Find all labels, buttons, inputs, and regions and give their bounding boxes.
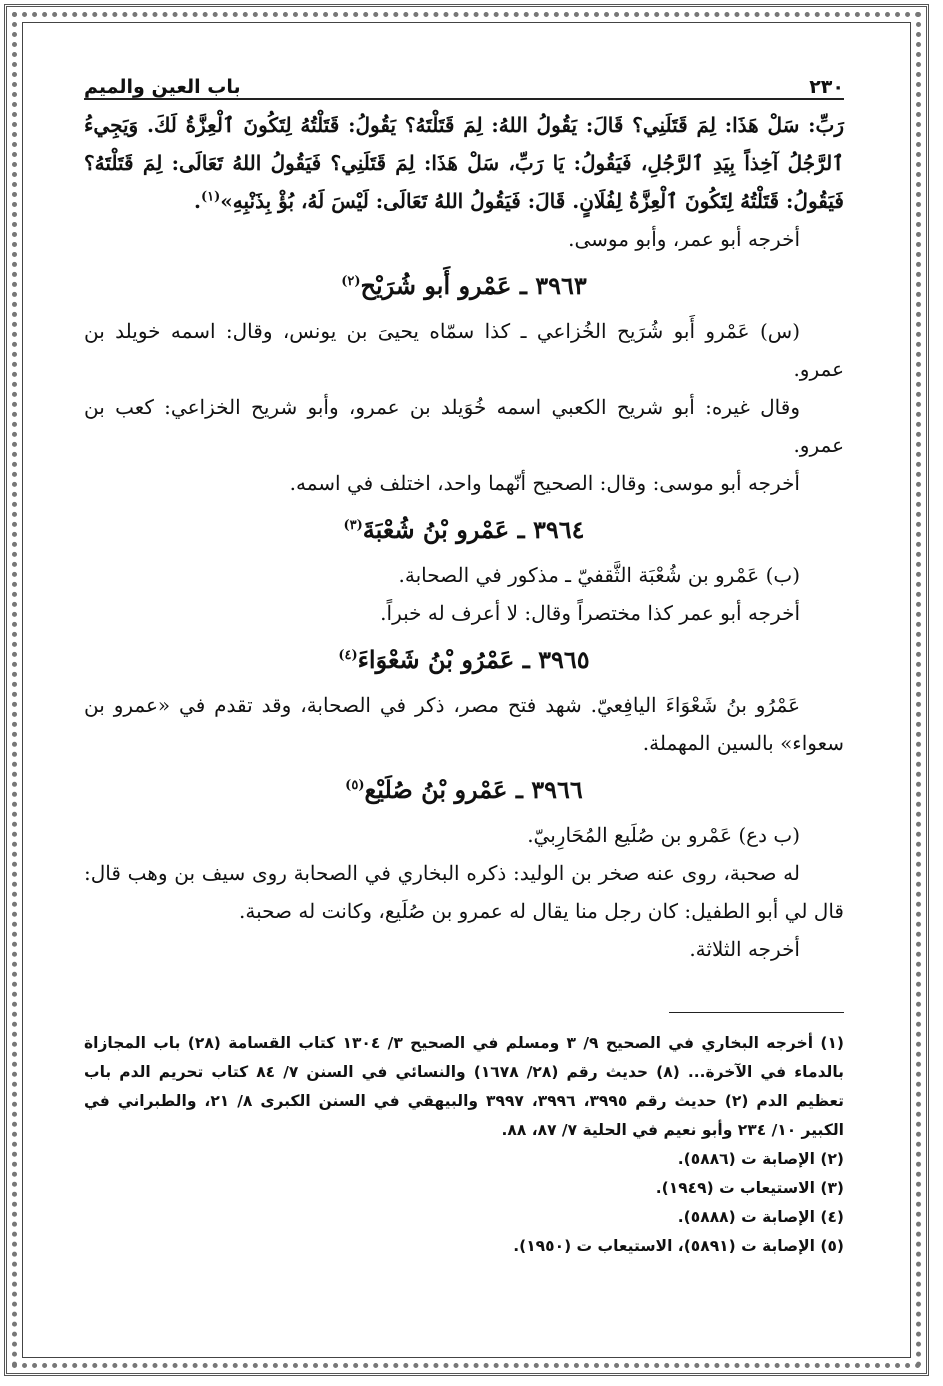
footnote-1: (١) أخرجه البخاري في الصحيح ٩/ ٣ ومسلم في الصحيح ٣/ ١٣٠٤ كتاب القسامة (٢٨) باب المجازاة بالدماء في الآخرة... (٨) حديث رقم (٢٨/ ١٦٧٨) والنسائي في السنن ٧/ ٨٤ كتاب تحريم الدم باب تعظيم الدم (٢) حديث رقم ٣٩٩٥، ٣٩٩٦، ٣٩٩٧ والبيهقي في السنن الكبرى ٨/ ٢١، والطبراني في الكبير ١٠/ ٢٣٤ وأبو نعيم في الحلية ٧/ ٨٧، ٨٨.	[84, 1034, 844, 1139]
entry-title-3964: ٣٩٦٤ ـ عَمْرو بْنُ شُعْبَةَ$^{(٣)}$	[343, 515, 585, 544]
footnote-ref-4: (٤)	[338, 648, 358, 663]
entry-title-3963: ٣٩٦٣ ـ عَمْرو أَبو شُرَيْح$^{(٢)}$	[341, 271, 587, 300]
entry-3963-text-3: أخرجه أبو موسى: وقال: الصحيح أنّهما واحد، اختلف في اسمه.	[289, 471, 800, 495]
quote-source: أخرجه أبو عمر، وأبو موسى.	[568, 227, 800, 251]
running-header	[84, 64, 844, 100]
footnote-5: (٥) الإصابة ت (٥٨٩١)، الاستيعاب ت (١٩٥٠).	[513, 1237, 844, 1255]
entry-3963-text-2: وقال غيره: أبو شريح الكعبي اسمه خُوَيلد بن عمرو، وأبو شريح الخزاعي: كعب بن عمرو.	[84, 395, 844, 457]
page-body	[84, 100, 844, 968]
entry-3963-text-1: (س) عَمْرو أَبو شُرَيح الخُزاعي ـ كذا سمّاه يحيىَ بن يونس، وقال: اسمه خويلد بن عمرو.	[84, 319, 844, 381]
footnote-2: (٢) الإصابة ت (٥٨٨٦).	[677, 1150, 844, 1168]
footnote-separator	[669, 1012, 844, 1013]
entry-3964-text-2: أخرجه أبو عمر كذا مختصراً وقال: لا أعرف له خبراً.	[380, 601, 800, 625]
footnote-4: (٤) الإصابة ت (٥٨٨٨).	[677, 1208, 844, 1226]
footnote-ref-3: (٣)	[343, 518, 363, 533]
hadith-quote: رَبِّ: سَلْ هَذَا: لِمَ قَتَلَنِي؟ قَالَ: يَقُولُ اللهُ: لِمَ قَتَلْتَهُ؟ يَقُولُ: قَتَلْتُهُ لِتَكُونَ ٱلْعِزَّةُ لَكَ. وَيَجِيءُ ٱلرَّجُلُ آخِذاً بِيَدِ ٱلرَّجُلِ، فَيَقُولُ: يَا رَبِّ، سَلْ هَذَا: لِمَ قَتَلَنِي؟ فَيَقُولُ اللهُ تَعَالَى: لِمَ قَتَلْتَهُ؟ فَيَقُولُ: قَتَلْتُهُ لِتَكُونَ ٱلْعِزَّةُ لِفُلَانٍ. قَالَ: فَيَقُولُ اللهُ تَعَالَى: لَيْسَ لَهُ، بُؤْ بِذَنْبِهِ»$^{(١)}$.	[84, 113, 844, 213]
footnote-ref-1: (١)	[200, 189, 221, 205]
page-number: ٢٣٠	[809, 76, 844, 98]
footnote-ref-5: (٥)	[345, 778, 365, 793]
footnotes	[84, 1029, 844, 1261]
entry-3964-text-1: (ب) عَمْرو بن شُعْبَة الثَّقفيّ ـ مذكور في الصحابة.	[398, 563, 800, 587]
entry-title-3966: ٣٩٦٦ ـ عَمْرو بْنُ صُلَيْع$^{(٥)}$	[345, 775, 583, 804]
entry-3965-text-1: عَمْرُو بنُ شَعْوَاءَ اليافِعيّ. شهد فتح مصر، ذكر في الصحابة، وقد تقدم في «عمرو بن سعواء» بالسين المهملة.	[84, 693, 844, 755]
chapter-title: باب العين والميم	[84, 76, 241, 98]
footnote-ref-2: (٢)	[341, 274, 361, 289]
book-page	[84, 64, 844, 1354]
entry-title-3965: ٣٩٦٥ ـ عَمْرُو بْنُ شَعْوَاءَ$^{(٤)}$	[338, 645, 590, 674]
entry-3966-text-1: (ب دع) عَمْرو بن صُلَيع المُحَارِبيّ.	[527, 823, 800, 847]
entry-3966-text-3: أخرجه الثلاثة.	[689, 937, 800, 961]
entry-3966-text-2: له صحبة، روى عنه صخر بن الوليد: ذكره البخاري في الصحابة روى سيف بن وهب قال: قال لي أبو الطفيل: كان رجل منا يقال له عمرو بن صُلَيع، وكانت له صحبة.	[84, 861, 844, 923]
footnote-3: (٣) الاستيعاب ت (١٩٤٩).	[655, 1179, 844, 1197]
